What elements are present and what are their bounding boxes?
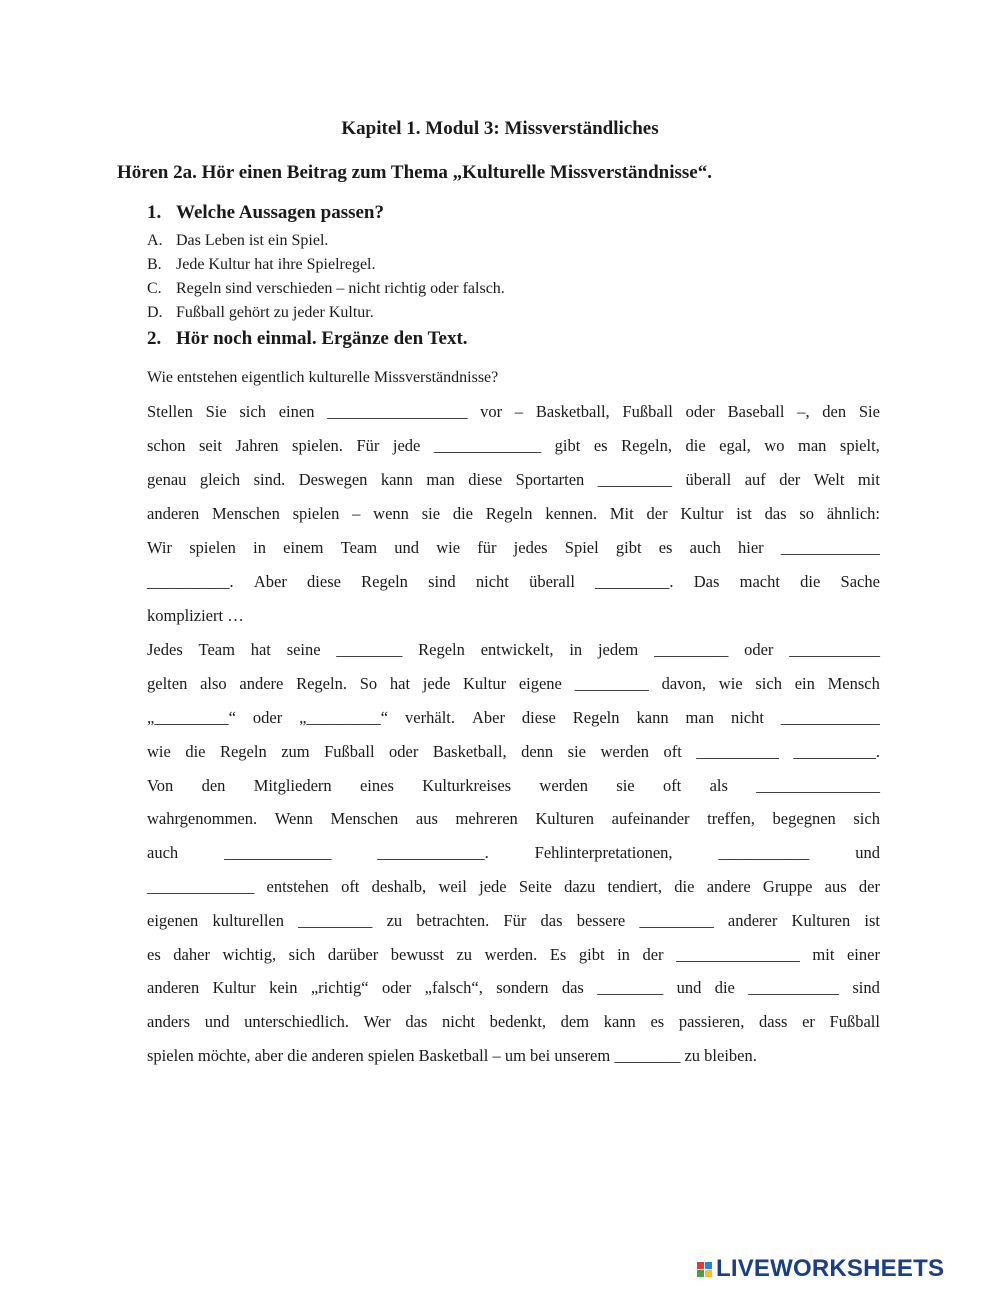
text-word: es (658, 538, 673, 557)
text-word: eigenen (147, 911, 199, 930)
text-intro-question: Wie entstehen eigentlich kulturelle Missverständnisse? (147, 369, 499, 386)
question-1-heading (147, 202, 384, 224)
text-word: Kulturkreises (422, 776, 512, 795)
question-2-text: Hör noch einmal. Ergänze den Text. (176, 328, 468, 349)
text-word: anderen (147, 504, 200, 523)
text-word: Kultur (680, 504, 724, 523)
text-word: sondern (496, 978, 549, 997)
text-word: Seite (518, 877, 552, 896)
text-word: wo (764, 436, 785, 455)
text-word: Deswegen (298, 470, 368, 489)
logo-square (705, 1270, 712, 1277)
text-word: Das (693, 572, 720, 591)
text-word: mehreren (455, 809, 518, 828)
blank-field[interactable]: _____________ (433, 436, 542, 455)
blank-field[interactable]: _________. (595, 572, 674, 591)
option-text: Fußball gehört zu jeder Kultur. (176, 304, 374, 321)
option-a[interactable] (147, 231, 328, 251)
text-word: Für (356, 436, 380, 455)
text-word: sie (616, 776, 635, 795)
text-word: der (642, 945, 664, 964)
text-word: schon (147, 436, 186, 455)
text-line (147, 808, 880, 830)
question-1-number: 1. (147, 202, 162, 223)
blank-field[interactable]: _______________ (756, 776, 880, 795)
text-word: für (477, 538, 497, 557)
text-word: kann (380, 470, 413, 489)
text-word: als (709, 776, 728, 795)
text-word: gibt (578, 945, 605, 964)
text-word: anderer (727, 911, 778, 930)
text-word: also (200, 674, 227, 693)
text-word: überall (685, 470, 732, 489)
blank-field[interactable]: ___________ (718, 843, 810, 862)
logo-icon (697, 1262, 712, 1277)
logo-square (697, 1262, 704, 1269)
text-word: zum (281, 742, 310, 761)
exercise-subtitle: Hören 2a. Hör einen Beitrag zum Thema „Kulturelle Missverständnisse“. (117, 162, 712, 183)
text-word: werden. (484, 945, 538, 964)
text-word: macht (739, 572, 780, 591)
text-line (147, 537, 880, 559)
text-word: in (253, 538, 266, 557)
text-word: es (147, 945, 161, 964)
blank-field[interactable]: _____________ (224, 843, 332, 862)
text-word: Gruppe (762, 877, 813, 896)
text-word: betrachten. (416, 911, 490, 930)
text-word: diese (468, 470, 503, 489)
text-line (147, 1011, 880, 1033)
text-line (147, 775, 880, 797)
text-word: Kultur (212, 978, 256, 997)
text-word: kulturellen (212, 911, 284, 930)
option-d[interactable] (147, 303, 374, 323)
blank-field[interactable]: ___________ (748, 978, 839, 997)
text-word: zu (456, 945, 473, 964)
text-line (147, 639, 880, 661)
text-word: den (822, 402, 847, 421)
text-line (147, 944, 880, 966)
text-word: Kultur (463, 674, 507, 693)
text-word: und (204, 1012, 230, 1031)
text-word: kennen. (545, 504, 598, 523)
text-word: oder (252, 708, 283, 727)
blank-field[interactable]: _________ (597, 470, 672, 489)
blank-field[interactable]: ________ (597, 978, 664, 997)
text-word: Kulturen (791, 911, 851, 930)
text-word: Regeln (572, 708, 620, 727)
text-word: Baseball (727, 402, 785, 421)
text-word: die (800, 572, 821, 591)
text-word: sich (853, 809, 880, 828)
blank-field[interactable]: _________ (654, 640, 729, 659)
blank-field[interactable]: _______________ (676, 945, 800, 964)
text-word: überall (529, 572, 575, 591)
text-word: aus (824, 877, 847, 896)
text-word: egal, (719, 436, 751, 455)
text-word: dass (759, 1012, 788, 1031)
text-word: mit (857, 470, 880, 489)
text-word: nicht (730, 708, 764, 727)
text-word: wahrgenommen. (147, 809, 258, 828)
text-word: Kulturen (535, 809, 595, 828)
text-word: verhält. (405, 708, 455, 727)
text-word: Regeln (219, 742, 267, 761)
option-letter: C. (147, 280, 162, 297)
page-title: Kapitel 1. Modul 3: Missverständliches (341, 118, 659, 139)
text-line (147, 401, 880, 423)
text-line (147, 910, 880, 932)
text-word: Es (549, 945, 567, 964)
text-word: entwickelt, (480, 640, 554, 659)
text-word: Von (147, 776, 174, 795)
text-word: ist (864, 911, 880, 930)
blank-field[interactable]: ____________ (780, 708, 880, 727)
text-word: Wer (363, 1012, 391, 1031)
text-word: es (650, 1012, 665, 1031)
text-word: denn (521, 742, 554, 761)
text-word: treffen, (707, 809, 755, 828)
text-word: Sportarten (515, 470, 585, 489)
text-word: Jahren (235, 436, 279, 455)
text-word: genau (147, 470, 187, 489)
text-word: sind (428, 572, 456, 591)
text-word: daher (173, 945, 210, 964)
text-word: andere (706, 877, 751, 896)
text-word: hat (250, 640, 271, 659)
text-word: Fußball (324, 742, 375, 761)
text-word: ein (794, 674, 815, 693)
text-word: Regeln (418, 640, 465, 659)
text-word: vor (480, 402, 503, 421)
text-word: andere (239, 674, 284, 693)
text-word: eines (359, 776, 394, 795)
text-word: – (352, 504, 361, 523)
text-word: Menschen (330, 809, 399, 828)
question-1-text: Welche Aussagen passen? (176, 202, 384, 223)
text-word: bewusst (390, 945, 444, 964)
text-word: man (685, 708, 714, 727)
blank-field[interactable]: „_________“ (299, 708, 389, 727)
text-word: oder (381, 978, 412, 997)
text-word: Regeln (361, 572, 408, 591)
text-word: und (394, 538, 420, 557)
option-letter: D. (147, 304, 163, 321)
blank-field[interactable]: spielen möchte, aber die anderen spielen Basketball – um bei unserem ________ zu bleiben. (147, 1046, 757, 1065)
text-word: Stellen (147, 402, 193, 421)
option-b[interactable] (147, 255, 376, 275)
text-word: einer (846, 945, 880, 964)
text-word: unterschiedlich. (244, 1012, 350, 1031)
text-word: er (802, 1012, 815, 1031)
text-word: Fehlinterpretationen, (534, 843, 673, 862)
text-word: Basketball, (535, 402, 610, 421)
text-word: eigene (518, 674, 562, 693)
text-word: zu (386, 911, 403, 930)
text-word: einen (278, 402, 315, 421)
text-word: Aber (253, 572, 287, 591)
text-word: Sache (840, 572, 880, 591)
logo-square (697, 1270, 704, 1277)
text-word: entstehen (266, 877, 329, 896)
text-word: passieren, (678, 1012, 745, 1031)
logo-text: LIVEWORKSHEETS (716, 1255, 945, 1282)
text-word: sich (239, 402, 266, 421)
text-line (147, 503, 880, 525)
text-word: spielen (292, 504, 340, 523)
text-word: – (514, 402, 524, 421)
text-word: oft (662, 776, 682, 795)
text-word: ist (736, 504, 752, 523)
text-word: oder (389, 742, 419, 761)
option-text: Jede Kultur hat ihre Spielregel. (176, 256, 376, 273)
text-word: auch (147, 843, 179, 862)
text-word: diese (307, 572, 341, 591)
text-word: wie (147, 742, 171, 761)
text-word: die (685, 436, 706, 455)
text-word: so (799, 504, 815, 523)
text-word: deshalb, (371, 877, 427, 896)
text-word: diese (521, 708, 556, 727)
text-word: tendiert, (607, 877, 663, 896)
text-word: Welt (813, 470, 845, 489)
text-word: Wenn (274, 809, 313, 828)
text-word: kein (269, 978, 298, 997)
text-word: und (676, 978, 702, 997)
text-word: hier (738, 538, 764, 557)
text-word: das (405, 1012, 428, 1031)
text-word: kann (603, 1012, 636, 1031)
text-word: gibt (554, 436, 581, 455)
text-word: nicht (475, 572, 509, 591)
text-word: Regeln (485, 504, 533, 523)
text-word: gleich (199, 470, 241, 489)
text-word: oder (685, 402, 715, 421)
text-word: „richtig“ (310, 978, 369, 997)
text-word: sie (567, 742, 586, 761)
text-line (147, 842, 880, 864)
blank-field[interactable]: ___________ (789, 640, 880, 659)
text-word: Fußball (622, 402, 673, 421)
text-word: das (764, 504, 787, 523)
blank-field[interactable]: „_________“ (147, 708, 236, 727)
text-word: es (593, 436, 608, 455)
text-word: So (359, 674, 378, 693)
blank-field[interactable]: __________ (696, 742, 779, 761)
text-word: jede (422, 674, 451, 693)
text-word: in (569, 640, 583, 659)
text-word: der (858, 877, 880, 896)
text-word: darüber (327, 945, 379, 964)
text-word: Für (503, 911, 527, 930)
text-word: oder (744, 640, 774, 659)
text-word: man (797, 436, 827, 455)
blank-field[interactable]: _________ (639, 911, 714, 930)
text-word: in (617, 945, 630, 964)
blank-field[interactable]: __________. (793, 742, 880, 761)
text-line (147, 876, 880, 898)
text-word: Menschen (212, 504, 280, 523)
text-word: die (185, 742, 206, 761)
text-word: Aber (471, 708, 505, 727)
text-word: sich (755, 674, 782, 693)
text-word: hat (389, 674, 411, 693)
blank-field[interactable]: ____________ (780, 538, 880, 557)
text-word: und (855, 843, 880, 862)
text-word: einem (283, 538, 324, 557)
text-line (147, 605, 880, 627)
question-2-number: 2. (147, 328, 162, 349)
logo-square (705, 1262, 712, 1269)
text-word: man (426, 470, 455, 489)
text-word: –, (797, 402, 810, 421)
text-word: Sie (858, 402, 880, 421)
text-word: mit (812, 945, 835, 964)
text-word: jedes (513, 538, 548, 557)
blank-field[interactable]: __________. (147, 572, 234, 591)
text-word: spielen. (292, 436, 343, 455)
text-word: kann (636, 708, 669, 727)
text-word: aufeinander (611, 809, 690, 828)
text-line (147, 469, 880, 491)
option-letter: B. (147, 256, 162, 273)
text-word: seit (199, 436, 222, 455)
blank-field[interactable]: _____________. (377, 843, 489, 862)
text-word: auf (744, 470, 766, 489)
text-line (147, 673, 880, 695)
text-word: die (674, 877, 695, 896)
text-word: Mensch (827, 674, 880, 693)
option-letter: A. (147, 232, 163, 249)
text-line (147, 1045, 880, 1067)
text-word: begegnen (772, 809, 836, 828)
text-word: wichtig, (222, 945, 277, 964)
text-word: „falsch“, (424, 978, 483, 997)
blank-field[interactable]: _________________ (327, 402, 468, 421)
text-word: Fußball (829, 1012, 880, 1031)
text-word: werden (539, 776, 588, 795)
text-word: seine (286, 640, 321, 659)
text-word: werden (600, 742, 650, 761)
text-word: gibt (615, 538, 642, 557)
text-word: dazu (564, 877, 596, 896)
question-2-heading (147, 328, 468, 350)
text-word: aus (415, 809, 438, 828)
text-word: spielt, (839, 436, 880, 455)
text-word: weil (438, 877, 467, 896)
liveworksheets-logo (697, 1254, 997, 1284)
blank-field[interactable]: _________ (298, 911, 373, 930)
text-word: Team (340, 538, 378, 557)
option-text: Das Leben ist ein Spiel. (176, 232, 329, 249)
blank-field[interactable]: _____________ (147, 877, 255, 896)
text-word: jede (479, 877, 507, 896)
text-word: oft (663, 742, 682, 761)
text-word: den (201, 776, 226, 795)
text-word: Sie (205, 402, 227, 421)
text-word: oft (341, 877, 360, 896)
option-text: Regeln sind verschieden – nicht richtig oder falsch. (176, 280, 505, 297)
blank-field[interactable]: ________ (336, 640, 403, 659)
text-line (147, 977, 880, 999)
text-word: das (561, 978, 584, 997)
text-word: jede (392, 436, 421, 455)
text-word: die (714, 978, 735, 997)
text-line (147, 435, 880, 457)
text-word: wenn (373, 504, 409, 523)
text-word: Mitgliedern (253, 776, 332, 795)
text-word: Basketball, (432, 742, 507, 761)
option-c[interactable] (147, 279, 505, 299)
text-word: sie (421, 504, 441, 523)
text-word: bedenkt, (489, 1012, 547, 1031)
text-word: sind (852, 978, 880, 997)
text-word: Wir (147, 538, 172, 557)
text-word: sich (288, 945, 316, 964)
text-word: auch (689, 538, 721, 557)
text-word: die (452, 504, 473, 523)
text-word: anders (147, 1012, 191, 1031)
text-word: bessere (576, 911, 626, 930)
text-word: dem (560, 1012, 590, 1031)
text-word: jedem (597, 640, 639, 659)
text-word: anderen (147, 978, 200, 997)
text-word: Regeln. (296, 674, 347, 693)
text-word: der (779, 470, 801, 489)
text-word: Team (198, 640, 235, 659)
text-word: wie (436, 538, 461, 557)
text-word: Jedes (147, 640, 183, 659)
text-word: davon, (661, 674, 707, 693)
text-word: ähnlich: (826, 504, 880, 523)
text-line (147, 571, 880, 593)
text-word: nicht (442, 1012, 476, 1031)
text-word: das (540, 911, 563, 930)
blank-field[interactable]: _________ (574, 674, 649, 693)
text-word: Mit (609, 504, 634, 523)
text-word: kompliziert … (147, 606, 244, 625)
text-word: der (646, 504, 668, 523)
text-word: wie (718, 674, 743, 693)
text-word: sind. (253, 470, 286, 489)
text-word: gelten (147, 674, 188, 693)
text-word: spielen (189, 538, 236, 557)
text-word: Spiel (564, 538, 599, 557)
text-word: Regeln, (621, 436, 672, 455)
text-line (147, 741, 880, 763)
text-line (147, 707, 880, 729)
